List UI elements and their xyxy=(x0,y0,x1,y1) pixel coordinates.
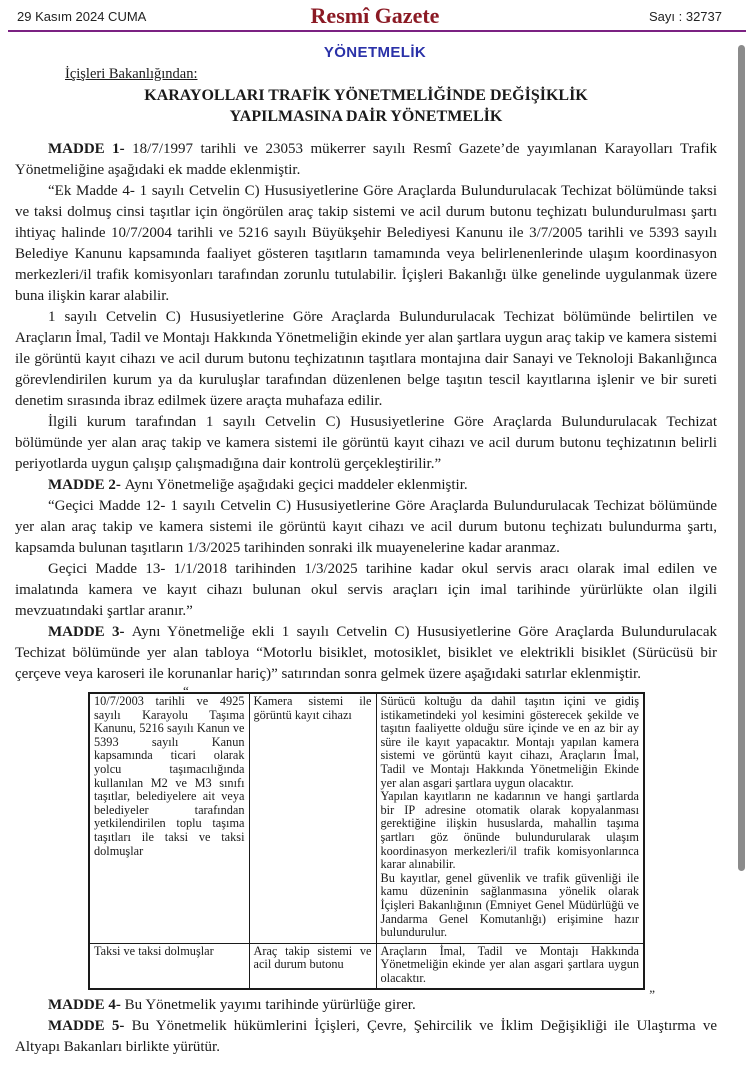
vehicle-cell: Taksi ve taksi dolmuşlar xyxy=(89,943,249,989)
closing-paragraph-madde5: MADDE 5- Bu Yönetmelik hükümlerini İçişleri, Çevre, Şehircilik ve İklim Değişikliği ile Ulaştırma ve Altyapı Bakanları birlikte yürütür. xyxy=(15,1018,717,1056)
masthead-divider-rule xyxy=(8,30,746,32)
section-label: YÖNETMELİK xyxy=(323,44,427,61)
body-paragraph-madde2: MADDE 2- Aynı Yönetmeliğe aşağıdaki geçici maddeler eklenmiştir. xyxy=(48,477,468,493)
close-quote-mark: ” xyxy=(649,987,655,1003)
equipment-cell: Kamera sistemi ile görüntü kayıt cihazı xyxy=(249,693,376,943)
gazette-masthead-title: Resmî Gazete xyxy=(310,3,440,28)
table-row xyxy=(89,943,644,989)
body-paragraph-ekmadde4: “Ek Madde 4- 1 sayılı Cetvelin C) Hususiyetlerine Göre Araçlarda Bulundurulacak Techizat bölümünde taksi ve taksi dolmuş cinsi taşıtlar için öngörülen araç takip sistemi ve acil durum butonu teçhizatı bulundurulması şartı ihtiyaç halinde 10/7/2004 tarihli ve 5216 sayılı Büyükşehir Belediyesi Kanunu ile 3/7/2005 tarihli ve 5393 sayılı Belediye Kanunu kapsamında faaliyet gösteren taşıtların tamamında veya belirlenenlerinde ulaşım koordinasyon merkezleri/il trafik komisyonları tarafından zorunlu tutulabilir. İçişleri Bakanlığı ülke genelinde uygulanmak üzere buna ilişkin karar alabilir. xyxy=(15,183,717,304)
body-paragraph: 1 sayılı Cetvelin C) Hususiyetlerine Göre Araçlarda Bulundurulacak Techizat bölümünde belirtilen ve Araçların İmal, Tadil ve Montajı Hakkında Yönetmeliğin ekinde yer alan şartlara uygun araç takip ve kamera sistemi ile görüntü kayıt cihazı ve acil durum butonu teçhizatının taşıtlara montajına dair Sanayi ve Teknoloji Bakanlığınca görevlendirilen kurum ya da kuruluşlar tarafından düzenlenen belge taşıtın tescil kayıtlarına işlenir ve bir sureti denetim sırasında ibraz edilmek üzere araçta muhafaza edilir. xyxy=(15,309,717,409)
vehicle-cell: 10/7/2003 tarihli ve 4925 sayılı Karayolu Taşıma Kanunu, 5216 sayılı Kanun ve 5393 sayılı Kanun kapsamında ticari olarak yolcu taşımacılığında kullanılan M2 ve M3 sınıfı taşıtlar, belediyelere ait veya belediyeler tarafından yetkilendirilen toplu taşıma taşıtları ile taksi ve taksi dolmuşlar xyxy=(89,693,249,943)
scrollbar-thumb[interactable] xyxy=(738,45,745,871)
gazette-date: 29 Kasım 2024 CUMA xyxy=(17,9,147,24)
conditions-cell: Sürücü koltuğu da dahil taşıtın içini ve gidiş istikametindeki yol kesimini gösterecek şekilde ve taşıtın faaliyette olduğu süre içinde ve en az bir ay süre ile kayıt yapacaktır. Montajı yapılan kamera sistemi ve görüntü kayıt cihazı, Araçların İmal, Tadil ve Montajı Hakkında Yönetmeliğin Ekinde yer alan asgari şartlara uygun olacaktır. Yapılan kayıtların ne kadarının ve hangi şartlarda bir IP adresine otomatik olarak kopyalanması gerektiğine ilişkin hususlarda, mahallin taşıma şartları göz önünde bulundurularak ulaşım koordinasyon merkezleri/il trafik komisyonlarınca karar alınabilir. Bu kayıtlar, genel güvenlik ve trafik güvenliği ile kamu düzeninin sağlanmasına yönelik olarak İçişleri Bakanlığının (Emniyet Genel Müdürlüğü ve Jandarma Genel Komutanlığı) erişimine hazır bulundurulur. xyxy=(376,693,644,943)
equipment-table xyxy=(88,692,645,990)
body-paragraph-madde1: MADDE 1- 18/7/1997 tarihli ve 23053 mükerrer sayılı Resmî Gazete’de yayımlanan Karayolları Trafik Yönetmeliğine aşağıdaki ek madde eklenmiştir. xyxy=(15,141,717,178)
body-paragraph-gecicimadde13: Geçici Madde 13- 1/1/2018 tarihinden 1/3/2025 tarihine kadar okul servis aracı olarak imal edilen ve imalatında kamera ve kayıt cihazı bulunan okul servis araçları için imal tarihinde yürürlükte olan ilgili mevzuatındaki şartlar aranır.” xyxy=(15,561,717,619)
scrollbar[interactable] xyxy=(734,32,750,1078)
regulation-title-line2: YAPILMASINA DAİR YÖNETMELİK xyxy=(229,108,503,125)
equipment-cell: Araç takip sistemi ve acil durum butonu xyxy=(249,943,376,989)
closing-paragraph-madde4: MADDE 4- Bu Yönetmelik yayımı tarihinde yürürlüğe girer. xyxy=(48,997,416,1014)
closing-articles xyxy=(15,995,717,1058)
equipment-table-wrap xyxy=(88,683,655,1003)
ministry-line: İçişleri Bakanlığından: xyxy=(65,66,198,82)
body-paragraph-madde3: MADDE 3- Aynı Yönetmeliğe ekli 1 sayılı Cetvelin C) Hususiyetlerine Göre Araçlarda Bulundurulacak Techizat bölümünde yer alan tabloya “Motorlu bisiklet, motosiklet, bisiklet ve elektrikli bisiklet (Sürücüsü bir çerçeve veya karoseri ile korunanlar hariç)” satırından sonra gelmek üzere aşağıdaki satırlar eklenmiştir. xyxy=(15,624,717,682)
conditions-cell: Araçların İmal, Tadil ve Montajı Hakkında Yönetmeliğin ekinde yer alan asgari şartlara uygun olacaktır. xyxy=(376,943,644,989)
regulation-document xyxy=(15,66,717,1058)
table-row xyxy=(89,693,644,943)
body-paragraph: İlgili kurum tarafından 1 sayılı Cetvelin C) Hususiyetlerine Göre Araçlarda Bulundurulacak Techizat bölümünde yer alan araç takip ve kamera sistemi ile görüntü kayıt cihazı ve acil durum butonu teçhizatının belirli periyotlarda uygun çalışıp çalışmadığına dair kontrolü gerçekleştirilir.” xyxy=(15,414,717,472)
regulation-body xyxy=(15,139,717,685)
regulation-title-line1: KARAYOLLARI TRAFİK YÖNETMELİĞİNDE DEĞİŞİKLİK xyxy=(144,87,588,104)
open-quote-mark: “ xyxy=(183,683,189,698)
gazette-issue-number: Sayı : 32737 xyxy=(649,9,722,24)
body-paragraph-gecicimadde12: “Geçici Madde 12- 1 sayılı Cetvelin C) Hususiyetlerine Göre Araçlarda Bulundurulacak Techizat bölümünde yer alan araç takip ve kamera sistemi ile görüntü kayıt cihazı ve acil durum butonu teçhizatı bulundurma şartı, kapsamda bulunan taşıtların 1/3/2025 tarihinden sonraki ilk muayenelerine kadar aranmaz. xyxy=(15,498,717,556)
